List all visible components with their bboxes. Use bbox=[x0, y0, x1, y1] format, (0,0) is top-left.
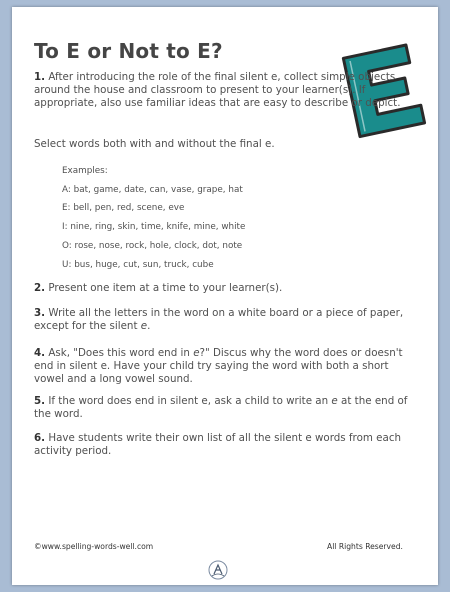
step-text-end: at the end of the word. bbox=[34, 395, 408, 421]
examples-list bbox=[62, 162, 412, 274]
example-row-o: O: rose, nose, rock, hole, clock, dot, note bbox=[62, 240, 243, 251]
instruction-text: Select words both with and without the final e. bbox=[34, 138, 275, 150]
emphasis-e: e bbox=[193, 347, 200, 359]
step-text: After introducing the role of the final silent e, collect simple objects around the house and classroom to present to your learner(s). If appropriate, also use familiar ideas that are easy to describe or depict. bbox=[34, 71, 401, 110]
step-text: Ask, "Does this word end in bbox=[45, 347, 194, 359]
example-row-e: E: bell, pen, red, scene, eve bbox=[62, 203, 185, 214]
step-number: 6. bbox=[34, 432, 46, 444]
worksheet-page bbox=[12, 7, 438, 585]
step-4 bbox=[34, 347, 419, 387]
step-text: If the word does end in silent e, ask a child to write an bbox=[45, 395, 332, 407]
step-5 bbox=[34, 395, 419, 421]
step-text: Have students write their own list of all the silent e words from each activity period. bbox=[34, 432, 402, 458]
example-row-a: A: bat, game, date, can, vase, grape, hat bbox=[62, 184, 243, 195]
step-3 bbox=[34, 307, 419, 333]
step-number: 4. bbox=[34, 347, 46, 359]
step-6 bbox=[34, 432, 419, 458]
step-text-end: . bbox=[147, 320, 151, 333]
step-1 bbox=[34, 71, 419, 111]
step-number: 1. bbox=[34, 71, 46, 83]
site-logo-icon bbox=[207, 559, 229, 581]
page-title: To E or Not to E? bbox=[34, 39, 223, 63]
footer-rights: All Rights Reserved. bbox=[327, 542, 403, 551]
step-number: 3. bbox=[34, 307, 46, 319]
examples-heading: Examples: bbox=[62, 166, 108, 176]
emphasis-e: e bbox=[331, 395, 338, 407]
step-2 bbox=[34, 282, 419, 295]
step-text: Write all the letters in the word on a white board or a piece of paper, except for the silent bbox=[34, 307, 404, 333]
footer-copyright: ©www.spelling-words-well.com bbox=[34, 542, 154, 551]
example-row-u: U: bus, huge, cut, sun, truck, cube bbox=[62, 259, 214, 270]
step-number: 5. bbox=[34, 395, 46, 407]
example-row-i: I: nine, ring, skin, time, knife, mine, white bbox=[62, 222, 246, 233]
step-text-end: ?" Discus why the word does or doesn't end in silent e. Have your child try saying the word with both a short vowel and a long vowel sound. bbox=[34, 347, 403, 386]
emphasis-e: e bbox=[140, 320, 148, 333]
step-number: 2. bbox=[34, 282, 46, 294]
step-text: Present one item at a time to your learner(s). bbox=[45, 282, 283, 294]
